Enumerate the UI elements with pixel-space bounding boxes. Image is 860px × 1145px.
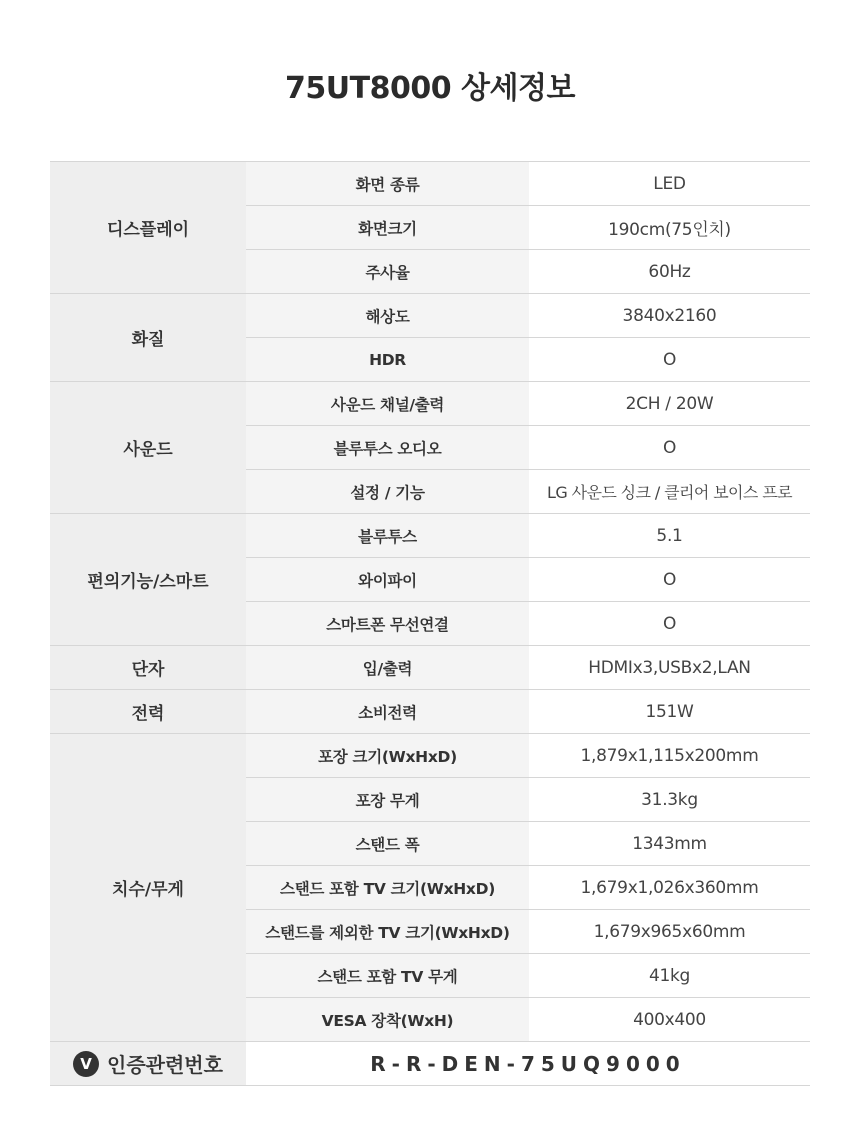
spec-table (50, 161, 810, 1086)
certification-row (50, 1042, 810, 1086)
spec-value: 400x400 (529, 998, 810, 1042)
spec-value: 151W (529, 690, 810, 734)
spec-value: HDMIx3,USBx2,LAN (529, 646, 810, 690)
spec-label: 스마트폰 무선연결 (246, 602, 529, 646)
spec-label: 사운드 채널/출력 (246, 382, 529, 426)
spec-label: HDR (246, 338, 529, 382)
spec-value: 3840x2160 (529, 294, 810, 338)
spec-value: 1,879x1,115x200mm (529, 734, 810, 778)
spec-value: 5.1 (529, 514, 810, 558)
spec-value: 190cm(75인치) (529, 206, 810, 250)
table-row (50, 162, 810, 206)
page-title: 75UT8000 상세정보 (285, 71, 575, 106)
spec-value: LED (529, 162, 810, 206)
spec-label: 설정 / 기능 (246, 470, 529, 514)
spec-label: 와이파이 (246, 558, 529, 602)
spec-label: VESA 장착(WxH) (246, 998, 529, 1042)
spec-value: O (529, 338, 810, 382)
spec-label: 블루투스 (246, 514, 529, 558)
spec-value: 60Hz (529, 250, 810, 294)
spec-label: 포장 무게 (246, 778, 529, 822)
table-row (50, 514, 810, 558)
spec-label: 블루투스 오디오 (246, 426, 529, 470)
spec-label: 스탠드 폭 (246, 822, 529, 866)
spec-value: LG 사운드 싱크 / 클리어 보이스 프로 (529, 470, 810, 514)
spec-label: 화면크기 (246, 206, 529, 250)
table-row (50, 734, 810, 778)
table-row (50, 690, 810, 734)
table-row (50, 646, 810, 690)
certification-label-cell (50, 1042, 246, 1086)
category-picture: 화질 (50, 294, 246, 382)
spec-label: 화면 종류 (246, 162, 529, 206)
category-display: 디스플레이 (50, 162, 246, 294)
spec-label: 주사율 (246, 250, 529, 294)
spec-label: 입/출력 (246, 646, 529, 690)
spec-label: 해상도 (246, 294, 529, 338)
category-sound: 사운드 (50, 382, 246, 514)
table-row (50, 294, 810, 338)
spec-label: 포장 크기(WxHxD) (246, 734, 529, 778)
spec-value: O (529, 602, 810, 646)
spec-value: 1,679x1,026x360mm (529, 866, 810, 910)
category-convenience-smart: 편의기능/스마트 (50, 514, 246, 646)
category-ports: 단자 (50, 646, 246, 690)
spec-value: 1343mm (529, 822, 810, 866)
spec-label: 스탠드를 제외한 TV 크기(WxHxD) (246, 910, 529, 954)
spec-value: O (529, 558, 810, 602)
spec-value: 1,679x965x60mm (529, 910, 810, 954)
spec-label: 소비전력 (246, 690, 529, 734)
category-dimensions-weight: 치수/무게 (50, 734, 246, 1042)
spec-value: 31.3kg (529, 778, 810, 822)
certification-label: 인증관련번호 (107, 1053, 223, 1077)
spec-label: 스탠드 포함 TV 크기(WxHxD) (246, 866, 529, 910)
spec-label: 스탠드 포함 TV 무게 (246, 954, 529, 998)
category-power: 전력 (50, 690, 246, 734)
spec-value: O (529, 426, 810, 470)
v-check-icon: V (73, 1051, 99, 1077)
spec-value: 41kg (529, 954, 810, 998)
certification-number: R-R-DEN-75UQ9000 (246, 1042, 810, 1086)
table-row (50, 382, 810, 426)
spec-value: 2CH / 20W (529, 382, 810, 426)
